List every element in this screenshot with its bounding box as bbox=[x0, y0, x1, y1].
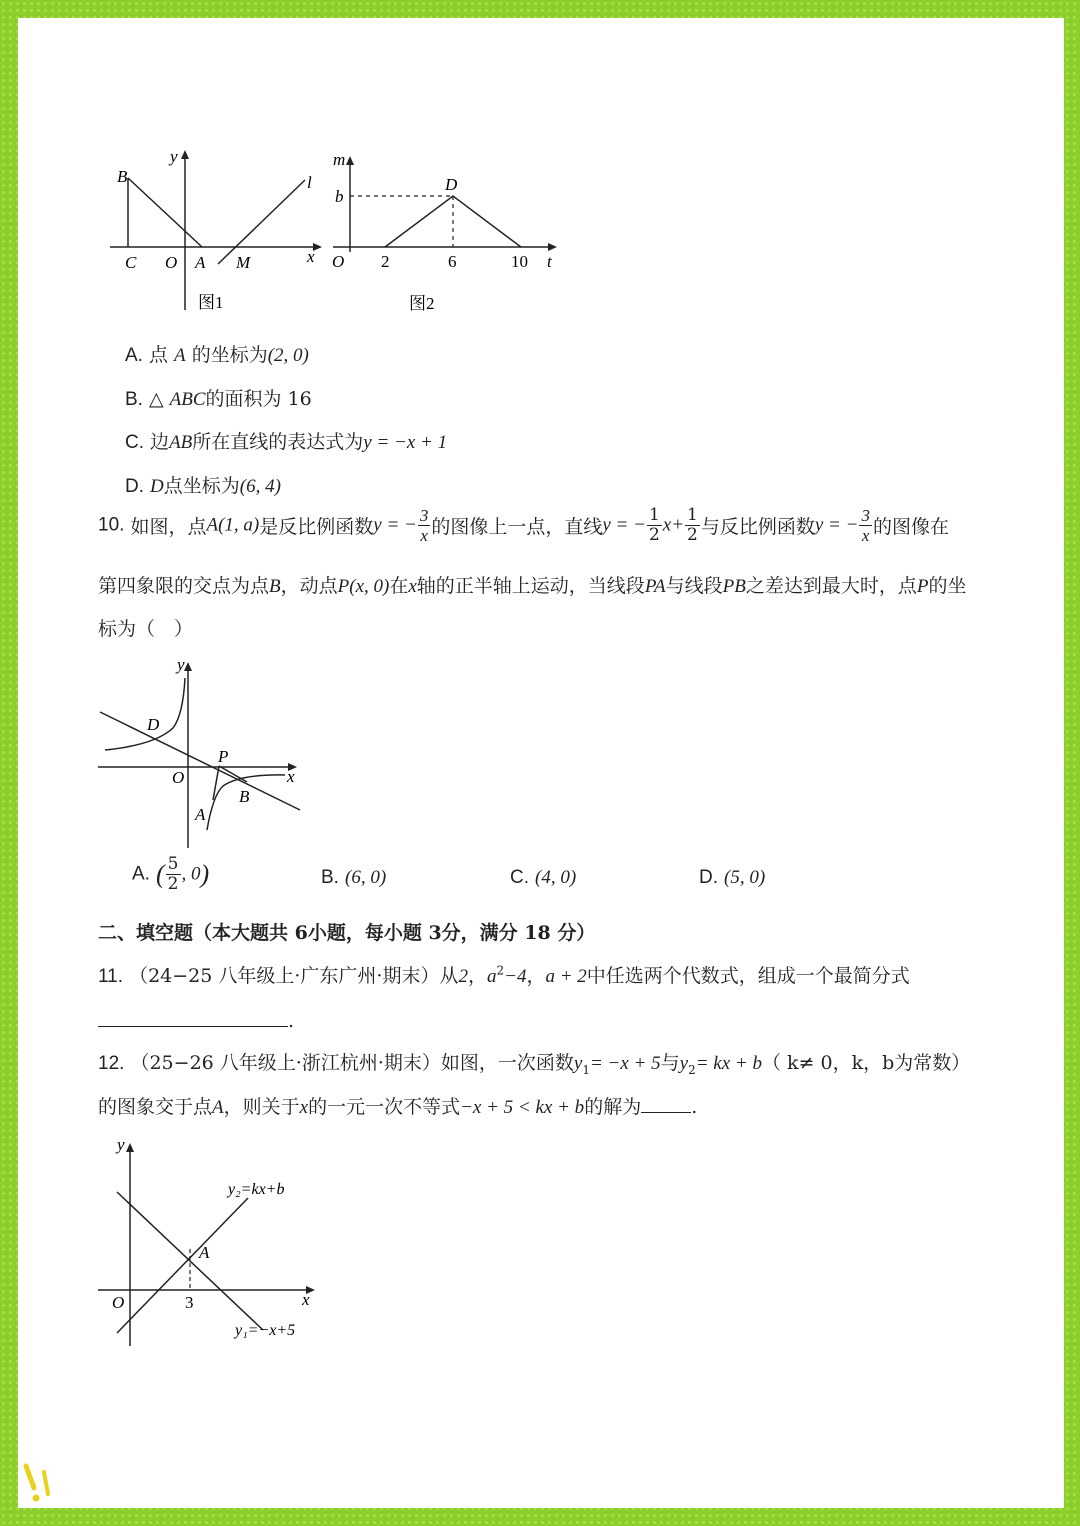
fig2-tick-10: 10 bbox=[511, 252, 528, 271]
fig2-tick-2: 2 bbox=[381, 252, 390, 271]
exclamation-mark-icon bbox=[20, 1458, 60, 1508]
q12-figure bbox=[95, 1130, 325, 1352]
q10-option-a-fraction: $\frac{5}{2}$ bbox=[167, 854, 179, 894]
fig1-label-O: O bbox=[165, 253, 178, 272]
q10-option-c: C. (4, 0) bbox=[510, 867, 577, 888]
q11-answer-blank[interactable] bbox=[98, 1008, 288, 1027]
q9-option-c: C. 边AB所在直线的表达式为y = −x + 1 bbox=[125, 431, 448, 453]
q10-fraction-1: $\frac{3}{x}$ bbox=[419, 506, 429, 545]
q9-option-b: B. △ ABC的面积为 16 bbox=[125, 388, 312, 410]
q12-fig-label-x: x bbox=[302, 1290, 310, 1309]
q10-fraction-4: $\frac{3}{x}$ bbox=[861, 506, 870, 545]
figure-1-graph bbox=[100, 140, 330, 320]
q12-fig-label-y: y bbox=[117, 1135, 125, 1154]
fig1-label-B: B bbox=[117, 167, 128, 186]
q10-fig-label-y: y bbox=[177, 655, 185, 674]
fig1-label-M: M bbox=[236, 253, 251, 272]
q12-fig-line-y1-label: y₁=−x+5 bbox=[235, 1322, 296, 1339]
q12-fig-label-O: O bbox=[112, 1293, 125, 1312]
q11-answer-line: . bbox=[98, 1008, 294, 1032]
q10-figure bbox=[95, 650, 310, 855]
fig2-label-m: m bbox=[333, 150, 346, 169]
fig2-label-O: O bbox=[332, 252, 345, 271]
q11-line-1: 11. （24−25 八年级上·广东广州·期末）从2，$a^2-4$，a + 2中任选两个代数式，组成一个最简分式 bbox=[98, 963, 910, 987]
section-heading-fill-in: 二、填空题（本大题共 6小题，每小题 3分，满分 18 分） bbox=[98, 922, 596, 944]
q12-fig-line-y2-label: y₂=kx+b bbox=[228, 1181, 285, 1198]
q10-fig-label-x: x bbox=[287, 767, 295, 786]
q10-fig-label-O: O bbox=[172, 768, 185, 787]
q12-line-1: 12. （25−26 八年级上·浙江杭州·期末）如图，一次函数$y_1= -x + 5$与$y_2=$ kx + b（ k≠ 0，k，b为常数） bbox=[98, 1052, 971, 1077]
q12-fig-tick-3: 3 bbox=[185, 1293, 194, 1312]
q9-option-d: D. D点坐标为(6, 4) bbox=[125, 475, 281, 497]
fig2-tick-6: 6 bbox=[448, 252, 457, 271]
q12-line-2: 的图象交于点A，则关于x的一元一次不等式−x + 5 < kx + b的解为 . bbox=[98, 1096, 698, 1118]
decorative-mark-icon bbox=[20, 1458, 60, 1512]
fig1-label-A: A bbox=[195, 253, 206, 272]
fig2-label-b: b bbox=[335, 187, 344, 206]
fig1-caption: 图1 bbox=[198, 293, 224, 312]
q10-option-d: D. (5, 0) bbox=[699, 867, 766, 888]
q10-line-1: 10. 如图，点A(1, a)是反比例函数y = − $\frac{3}{x}$ 的图像上一点，直线y = − $\frac{1}{2}$ x+ $\frac{1}{2}$ 与反比例函数y = − $\frac{3}{x}$ 的图像在 bbox=[98, 505, 949, 545]
fig1-label-y: y bbox=[170, 147, 178, 166]
q12-answer-blank[interactable] bbox=[641, 1094, 691, 1113]
q10-option-b: B. (6, 0) bbox=[321, 867, 387, 888]
q10-line-3: 标为（ ） bbox=[98, 618, 194, 640]
fig1-label-C: C bbox=[125, 253, 137, 272]
fig2-label-D: D bbox=[445, 175, 458, 194]
fig1-label-l: l bbox=[307, 173, 312, 192]
q10-fig-label-D: D bbox=[147, 715, 160, 734]
fig1-label-x: x bbox=[307, 247, 315, 266]
q10-fraction-2: $\frac{1}{2}$ bbox=[648, 505, 660, 545]
q10-fig-label-P: P bbox=[218, 747, 229, 766]
q12-fig-label-A: A bbox=[199, 1243, 210, 1262]
fig2-caption: 图2 bbox=[409, 294, 435, 313]
q10-option-a: A. ( $\frac{5}{2}$ , 0) bbox=[132, 854, 210, 894]
figure-2-graph bbox=[325, 140, 565, 320]
q10-fig-label-B: B bbox=[239, 787, 250, 806]
q10-line-2: 第四象限的交点为点B，动点P(x, 0)在x轴的正半轴上运动，当线段PA与线段PB之差达到最大时，点P的坐 bbox=[98, 575, 967, 597]
q10-fig-label-A: A bbox=[195, 805, 206, 824]
q9-option-a: A. 点 A 的坐标为(2, 0) bbox=[125, 344, 309, 366]
q10-fraction-3: $\frac{1}{2}$ bbox=[687, 505, 698, 545]
fig2-label-t: t bbox=[547, 252, 552, 271]
